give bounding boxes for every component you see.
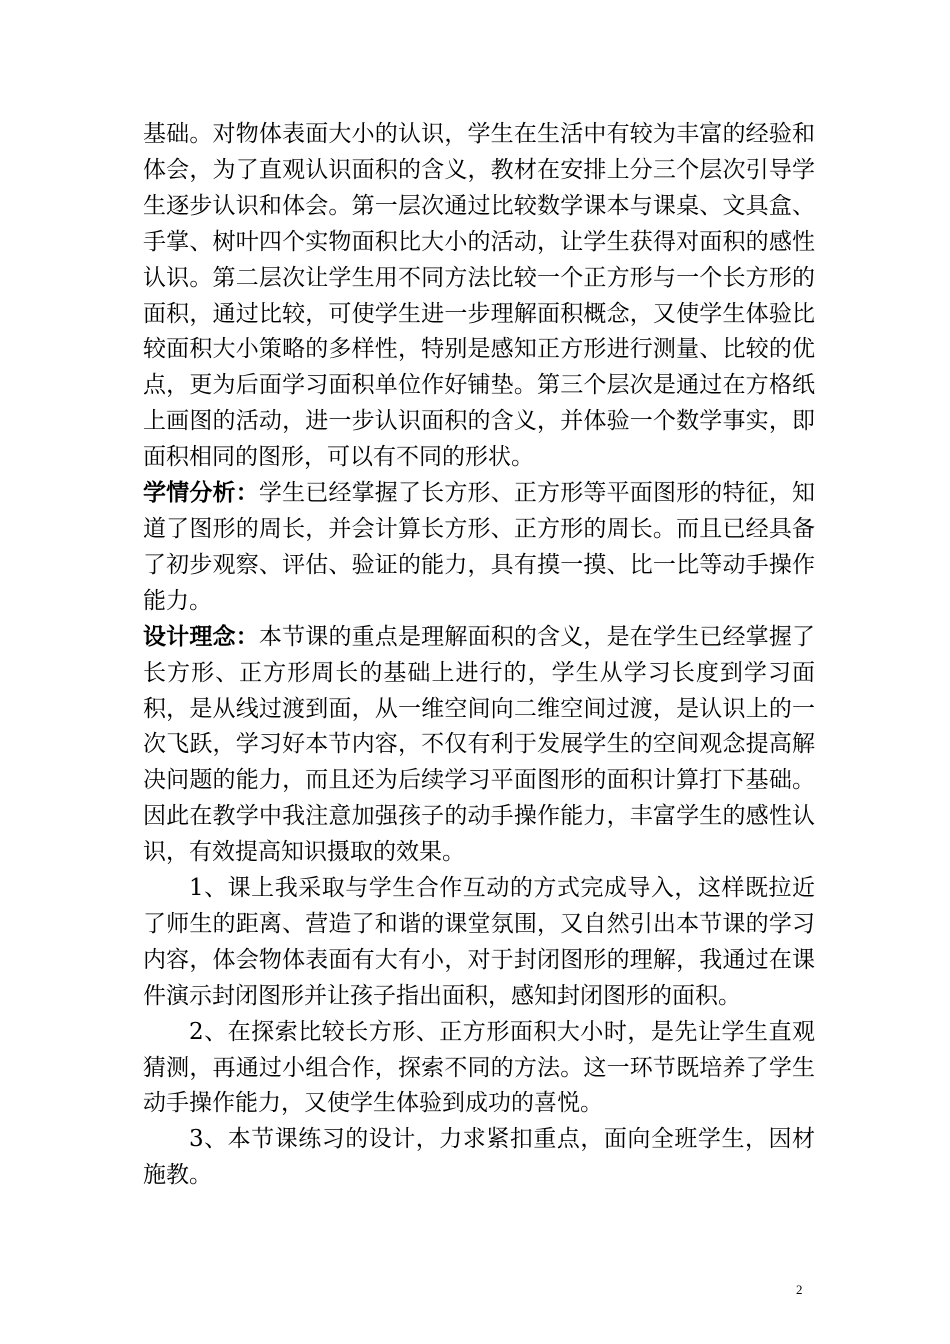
section-label-student-analysis: 学情分析：: [143, 480, 259, 507]
paragraph-item-3: [143, 1122, 815, 1194]
paragraph-item-1: [143, 871, 815, 1015]
section-label-design-concept: 设计理念：: [143, 623, 259, 650]
paragraph-text: 学生已经掌握了长方形、正方形等平面图形的特征，知道了图形的周长，并会计算长方形、正方形的周长。而且已经具备了初步观察、评估、验证的能力，具有摸一摸、比一比等动手操作能力。: [143, 480, 816, 614]
paragraph-design-concept: [143, 620, 815, 871]
paragraph-student-analysis: [143, 476, 815, 620]
paragraph-text: 2、在探索比较长方形、正方形面积大小时，是先让学生直观猜测，再通过小组合作，探索不同的方法。这一环节既培养了学生动手操作能力，又使学生体验到成功的喜悦。: [143, 1018, 815, 1117]
body-text: [143, 117, 815, 1194]
paragraph-text: 基础。对物体表面大小的认识，学生在生活中有较为丰富的经验和体会，为了直观认识面积的含义，教材在安排上分三个层次引导学生逐步认识和体会。第一层次通过比较数学课本与课桌、文具盒、手掌、树叶四个实物面积比大小的活动，让学生获得对面积的感性认识。第二层次让学生用不同方法比较一个正方形与一个长方形的面积，通过比较，可使学生进一步理解面积概念，又使学生体验比较面积大小策略的多样性，特别是感知正方形进行测量、比较的优点，更为后面学习面积单位作好铺垫。第三个层次是通过在方格纸上画图的活动，进一步认识面积的含义，并体验一个数学事实，即面积相同的图形，可以有不同的形状。: [143, 121, 815, 471]
paragraph-text: 1、课上我采取与学生合作互动的方式完成导入，这样既拉近了师生的距离、营造了和谐的课堂氛围，又自然引出本节课的学习内容，体会物体表面有大有小，对于封闭图形的理解，我通过在课件演示封闭图形并让孩子指出面积，感知封闭图形的面积。: [143, 875, 815, 1009]
paragraph-item-2: [143, 1015, 815, 1123]
paragraph-text: 本节课的重点是理解面积的含义，是在学生已经掌握了长方形、正方形周长的基础上进行的，学生从学习长度到学习面积，是从线过渡到面，从一维空间向二维空间过渡，是认识上的一次飞跃，学习好本节内容，不仅有利于发展学生的空间观念提高解决问题的能力，而且还为后续学习平面图形的面积计算打下基础。因此在教学中我注意加强孩子的动手操作能力，丰富学生的感性认识，有效提高知识摄取的效果。: [143, 623, 816, 866]
paragraph-text: 3、本节课练习的设计，力求紧扣重点，面向全班学生，因材施教。: [143, 1126, 815, 1189]
paragraph-textbook-analysis: [143, 117, 815, 476]
page-number: 2: [796, 1282, 803, 1297]
